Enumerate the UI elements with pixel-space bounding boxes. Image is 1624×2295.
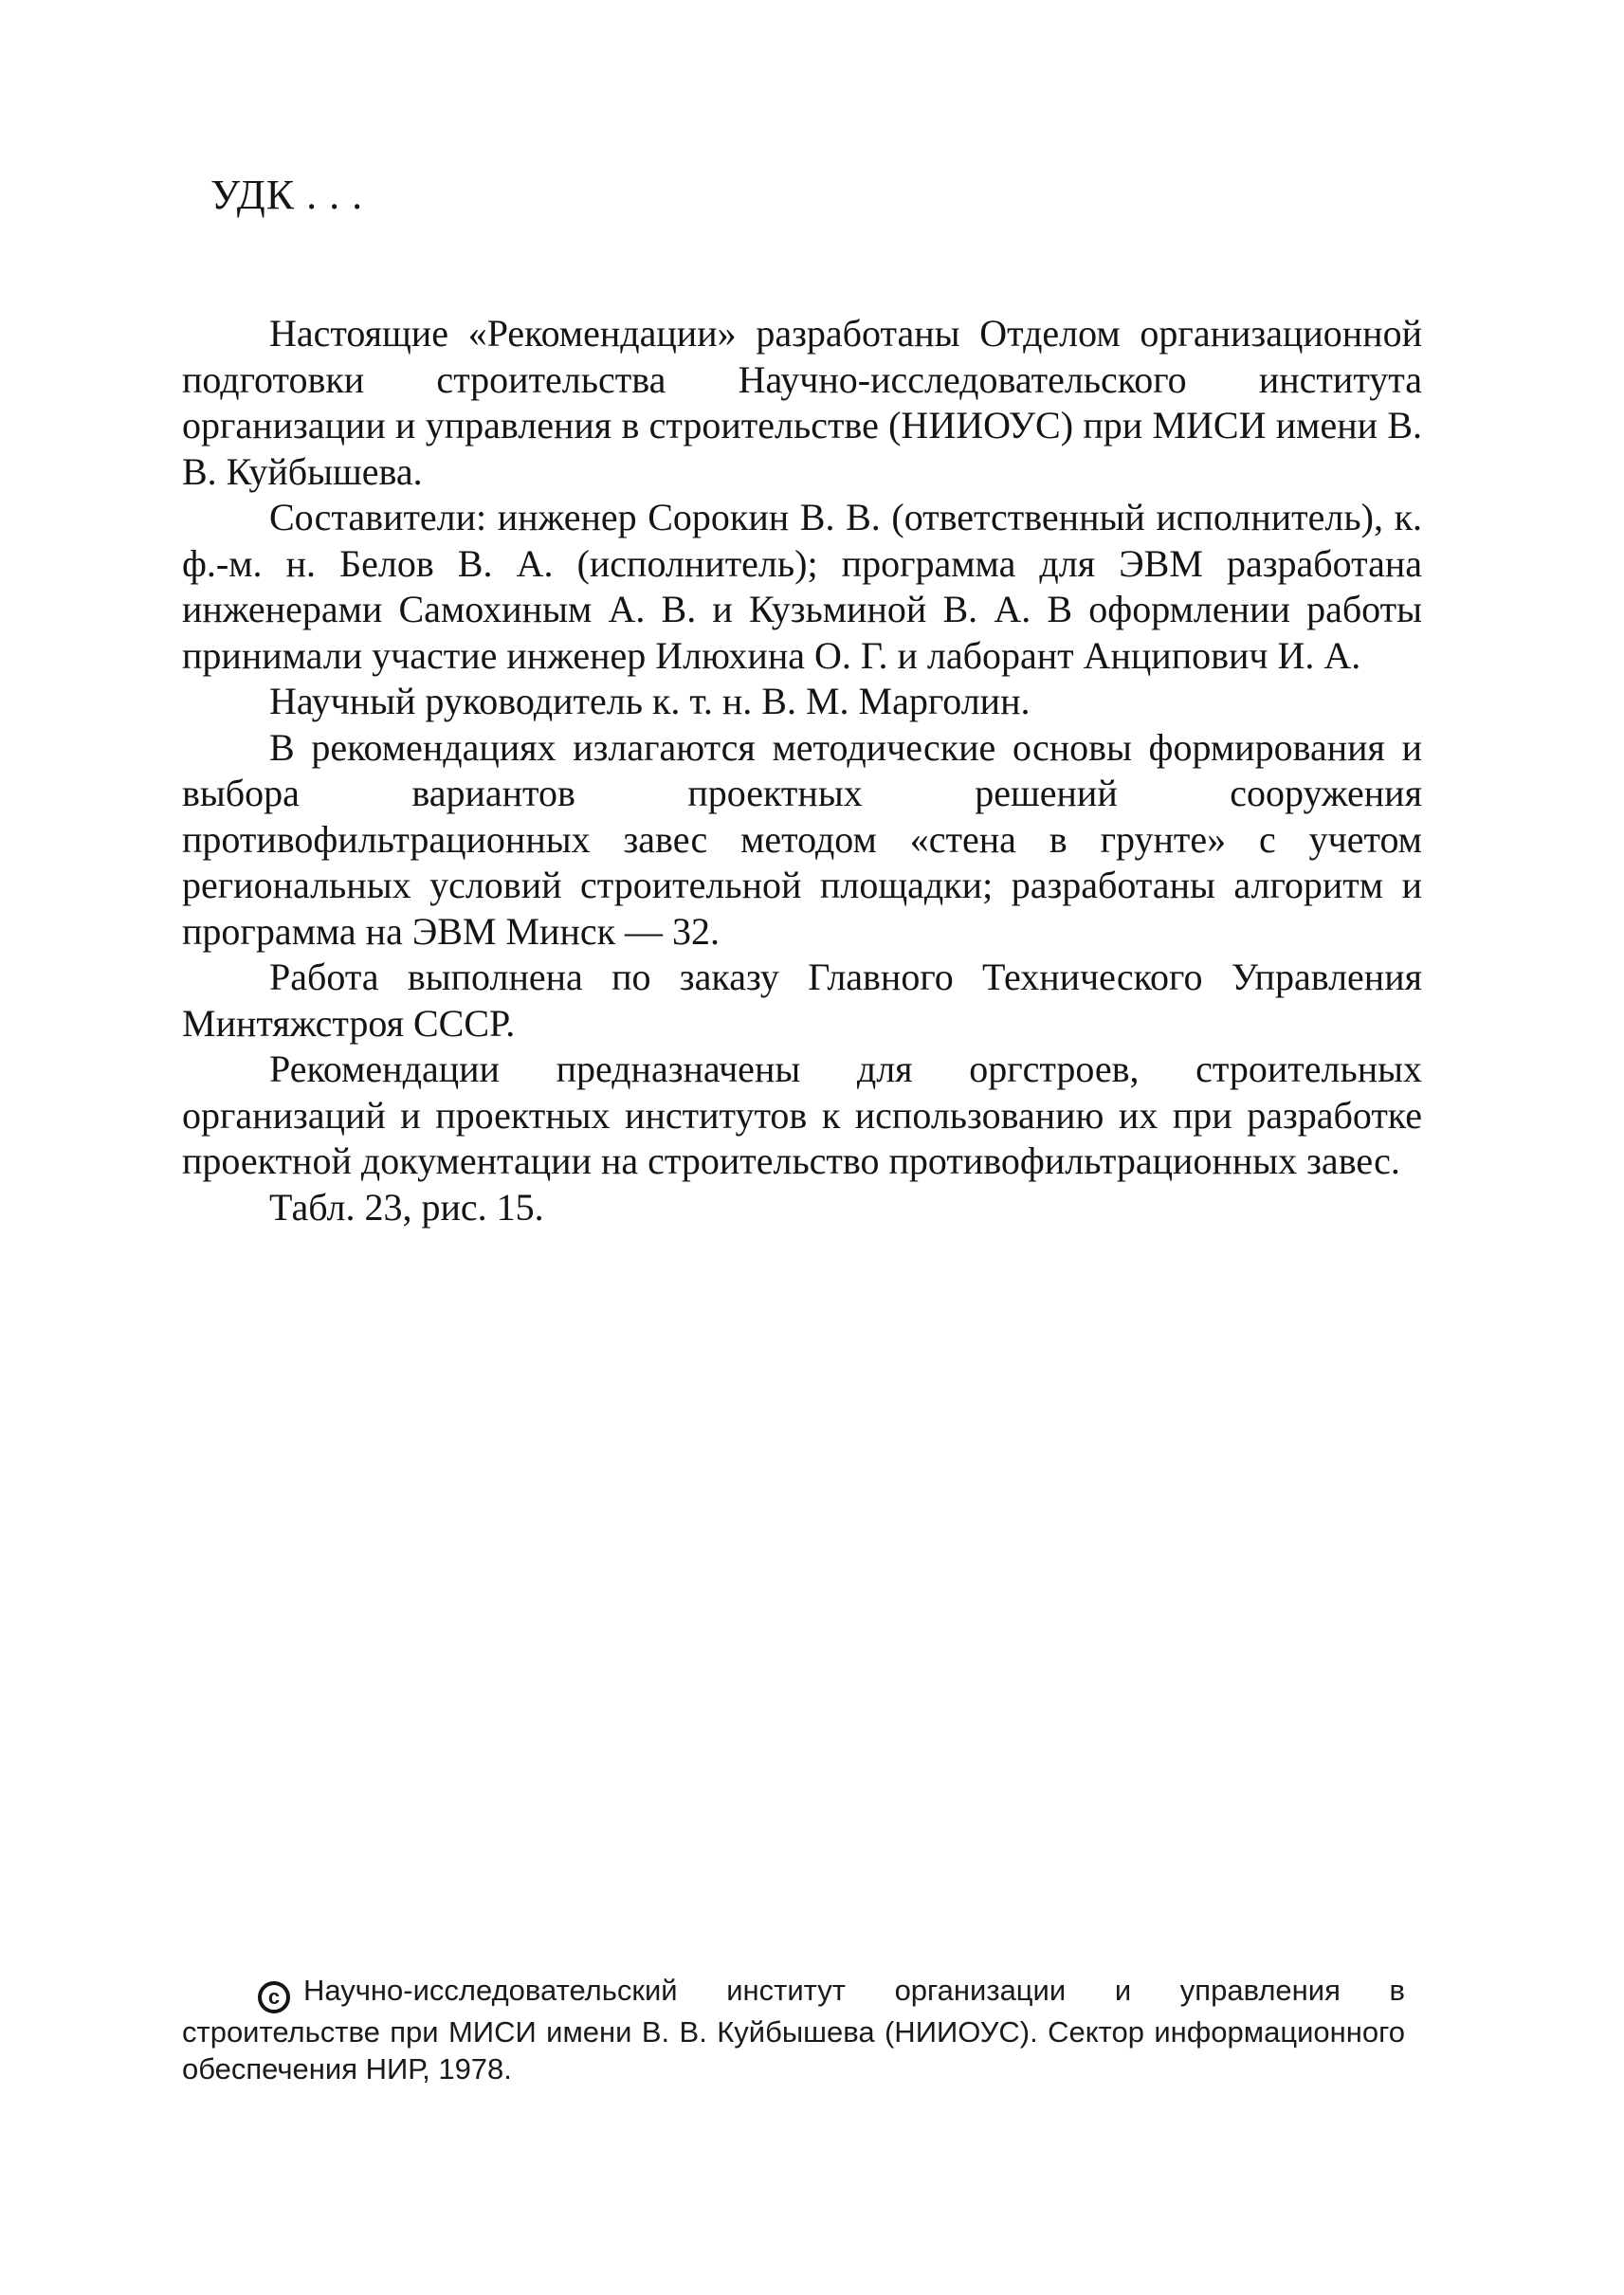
paragraph-tables-figures: Табл. 23, рис. 15. bbox=[269, 1185, 544, 1229]
paragraph-developers: Настоящие «Рекомендации» разработаны Отделом организационной подготовки строительства Научно-исследовательского института организации и управления в строительстве (НИИОУС) при МИСИ имени В. В. Куйбышева. bbox=[182, 312, 1422, 493]
paragraph-customer: Работа выполнена по заказу Главного Технического Управления Минтяжстроя СССР. bbox=[182, 956, 1422, 1045]
abstract-body bbox=[182, 311, 1422, 1230]
paragraph-audience: Рекомендации предназначены для оргстроев, строительных организаций и проектных институтов к использованию их при разработке проектной документации на строительство противофильтрационных завес. bbox=[182, 1047, 1422, 1182]
paragraph-summary: В рекомендациях излагаются методические основы формирования и выбора вариантов проектных решений сооружения противофильтрационных завес методом «стена в грунте» с учетом региональных условий строительной площадки; разработаны алгоритм и программа на ЭВМ Минск — 32. bbox=[182, 725, 1422, 953]
copyright-text: Научно-исследовательский институт организации и управления в строительстве при МИСИ имени В. В. Куйбышева (НИИОУС). Сектор информационного обеспечения НИР, 1978. bbox=[182, 1974, 1405, 2086]
paragraph-compilers: Составители: инженер Сорокин В. В. (ответственный исполнитель), к. ф.-м. н. Белов В. А. (исполнитель); программа для ЭВМ разработана инженерами Самохиным А. В. и Кузьминой В. А. В оформлении работы принимали участие инженер Илюхина О. Г. и лаборант Анципович И. А. bbox=[182, 496, 1422, 677]
copyright-notice bbox=[182, 1972, 1405, 2087]
paragraph-supervisor: Научный руководитель к. т. н. В. М. Марголин. bbox=[269, 680, 1031, 722]
copyright-icon: c bbox=[258, 1981, 290, 2013]
udk-code: УДК . . . bbox=[210, 172, 364, 218]
